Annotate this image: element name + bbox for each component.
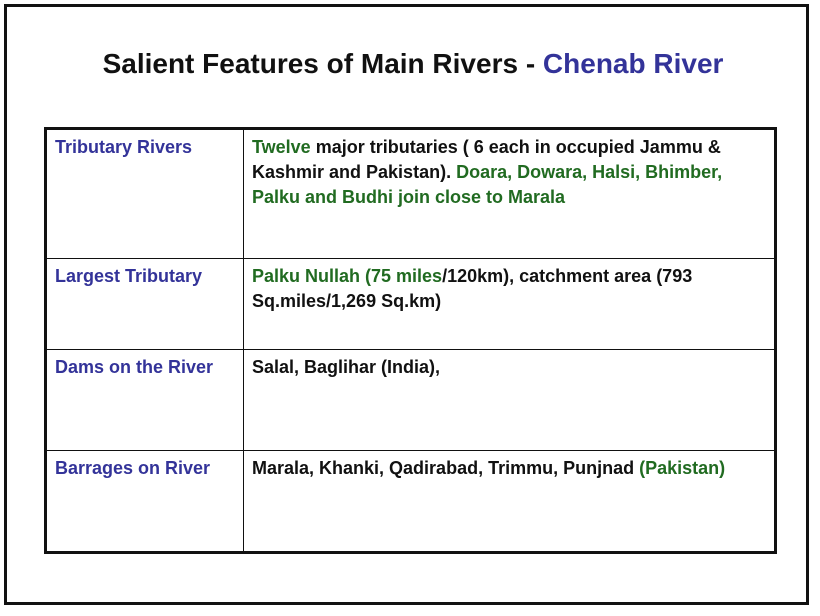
- title-main: Salient Features of Main Rivers -: [102, 48, 543, 79]
- row-value: [244, 350, 776, 451]
- table-row-tributary-rivers: [46, 129, 776, 259]
- slide-title: [0, 48, 820, 80]
- value-text: major tributaries ( 6 each in occupied Jammu & Kashmir and Pakistan).: [252, 137, 721, 182]
- title-accent: Chenab River: [542, 48, 724, 79]
- highlight-text: (Pakistan): [639, 458, 726, 478]
- features-table: [44, 127, 777, 554]
- row-value: [244, 259, 776, 350]
- row-label: Largest Tributary: [46, 259, 244, 350]
- highlight-text: Palku Nullah (75 miles: [252, 266, 443, 286]
- value-text: Salal, Baglihar (India),: [252, 357, 441, 377]
- row-label: Barrages on River: [46, 451, 244, 553]
- table-row-largest-tributary: [46, 259, 776, 350]
- row-label: Tributary Rivers: [46, 129, 244, 259]
- row-label: Dams on the River: [46, 350, 244, 451]
- highlight-text: Doara, Dowara, Halsi, Bhimber, Palku and Budhi join close to Marala: [252, 162, 723, 207]
- value-text: Marala, Khanki, Qadirabad, Trimmu, Punjnad: [252, 458, 640, 478]
- value-text: /120km), catchment area (793 Sq.miles/1,269 Sq.km): [252, 266, 693, 311]
- table-row-barrages: [46, 451, 776, 553]
- row-value: [244, 129, 776, 259]
- row-value: [244, 451, 776, 553]
- table-row-dams: [46, 350, 776, 451]
- highlight-text: Twelve: [252, 137, 311, 157]
